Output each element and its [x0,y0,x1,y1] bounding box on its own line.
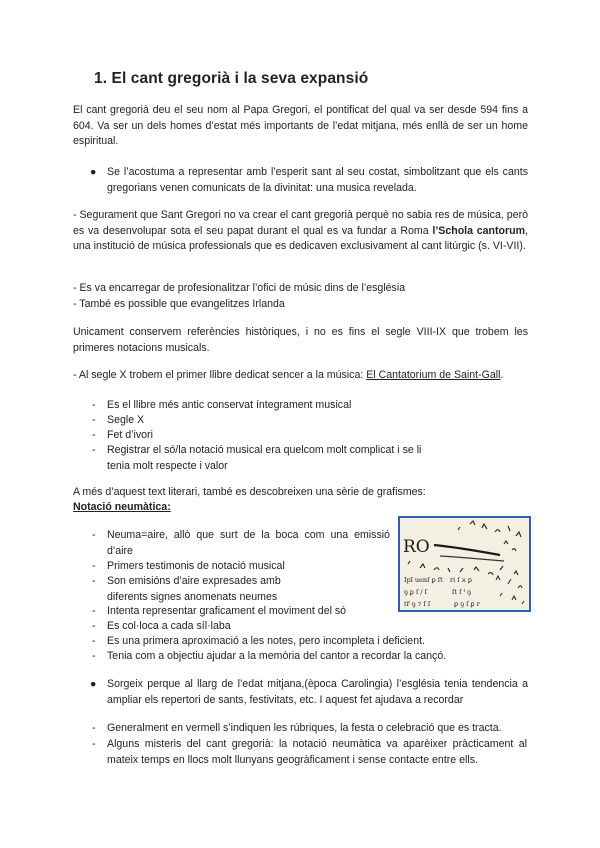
paragraph-cantatorium-part1: - Al segle X trobem el primer llibre dedicat sencer a la música: [73,369,367,381]
list1-item: Registrar el só/la notació musical era quelcom molt complicat i se li tenia molt respecte i valor [107,444,422,472]
svg-text:ſt ſ ᶠ ꝯ: ſt ſ ᶠ ꝯ [452,588,471,596]
list1-item: Fet d’ivori [107,429,153,441]
dash-marker: - [92,722,96,734]
list2-item: Neuma=aire, allò que surt de la boca com una emissió d’aire [107,529,390,557]
manuscript-initial: RO [403,537,430,557]
dash-marker: - [92,620,96,632]
schola-cantorum-bold: l’Schola cantorum [432,224,526,237]
bullet-paragraph-2: Sorgeix perque al llarg de l’edat mitjana,(època Carolingia) l’església tenia tendencia a ampliar els repertori de sants, festivitats, etc. I aquest fet ajudava a recordar [107,678,528,706]
bullet-marker: ● [90,166,97,178]
list1-item: Es el llibre més antic conservat íntegrament musical [107,399,352,411]
dash-marker: - [92,738,96,750]
dash-marker: - [92,529,96,541]
list2-item: Son emisións d’aire expresades amb diferents signes anomenats neumes [107,575,281,603]
list1-item: Segle X [107,414,145,426]
svg-text:ꝯ ꝑ ſ ∕ ſ: ꝯ ꝑ ſ ∕ ſ [404,588,428,596]
cantatorium-link[interactable]: El Cantatorium de Saint-Gall [366,369,501,381]
svg-text:Ipı̃ uenſ ꝑ ſt: Ipı̃ uenſ ꝑ ſt [404,576,443,584]
dash-marker: - [92,650,96,662]
bullet-paragraph-1: Se l’acostuma a representar amb l’esperit sant al seu costat, simbolitzant que els cants gregorians venen comunicats de la divinitat: una musica revelada. [107,166,528,194]
dash-marker: - [92,399,96,411]
manuscript-illustration [400,518,529,610]
svg-text:ri ſ ϰ ꝑ: ri ſ ϰ ꝑ [450,576,472,584]
svg-text:ꝑ ꝯ ſ ꝑ r: ꝑ ꝯ ſ ꝑ r [454,600,480,608]
bullet-marker: ● [90,678,97,690]
paragraph-cantatorium [73,368,528,384]
list2-item: Intenta representar graficament el moviment del só [107,605,347,617]
list2-item: Tenia com a objectiu ajudar a la memòria del cantor a recordar la cançó. [107,650,447,662]
dash-marker: - [92,635,96,647]
paragraph-grafismes: A més d’aquest text literari, també es descobreixen una sèrie de grafismes: [73,486,426,498]
dash-line-2: - També es possible que evangelitzes Irlanda [73,298,285,310]
paragraph-schola [73,208,528,255]
dash-marker: - [92,575,96,587]
dash-marker: - [92,605,96,617]
dash-marker: - [92,444,96,456]
page-title: 1. El cant gregorià i la seva expansió [94,70,369,87]
subheading-notacio: Notació neumàtica: [73,501,171,513]
list2-item: Es col·loca a cada síl·laba [107,620,231,632]
dash-marker: - [92,560,96,572]
paragraph-schola-part1: - Segurament que Sant Gregori no va crear el cant gregorià perquè no sabia res de música, però es va desenvolupar sota el seu papat durant el qual es va fundar a Roma [73,209,528,237]
list2-item: Es una primera aproximació a les notes, pero incompleta i deficient. [107,635,425,647]
dash-marker: - [92,414,96,426]
list2-item: Primers testimonis de notació musical [107,560,285,572]
dash-marker: - [92,429,96,441]
intro-paragraph: El cant gregorià deu el seu nom al Papa Gregori, el pontificat del qual va ser desde 594 fins a 604. Va ser un dels homes d’estat més importants de l’edat mitjana, més enllà de ser un home espiritual. [73,104,528,148]
paragraph-references: Unicament conservem referències històriques, i no es fins el segle VIII-IX que trobem les primeres notacions musicals. [73,326,528,354]
list3-item: Generalment en vermell s’indiquen les rúbriques, la festa o celebració que es tracta. [107,722,502,734]
svg-text:tr̃ ꝯ ⁊ ſ ſ: tr̃ ꝯ ⁊ ſ ſ [404,600,431,608]
neumatic-manuscript-image [398,516,531,612]
list3-item: Alguns misteris del cant gregorià: la notació neumàtica va aparèixer pràcticament al mateix temps en llocs molt llunyans geogràficament i sense contacte entre ells. [107,738,527,766]
paragraph-schola-part2: , una institució de música professionals que es dedicaven exclusivament al cant litúrgic (s. VI-VII). [73,224,528,253]
paragraph-cantatorium-part2: . [500,369,504,381]
dash-line-1: - Es va encarregar de profesionalitzar l’ofici de músic dins de l’església [73,282,406,294]
